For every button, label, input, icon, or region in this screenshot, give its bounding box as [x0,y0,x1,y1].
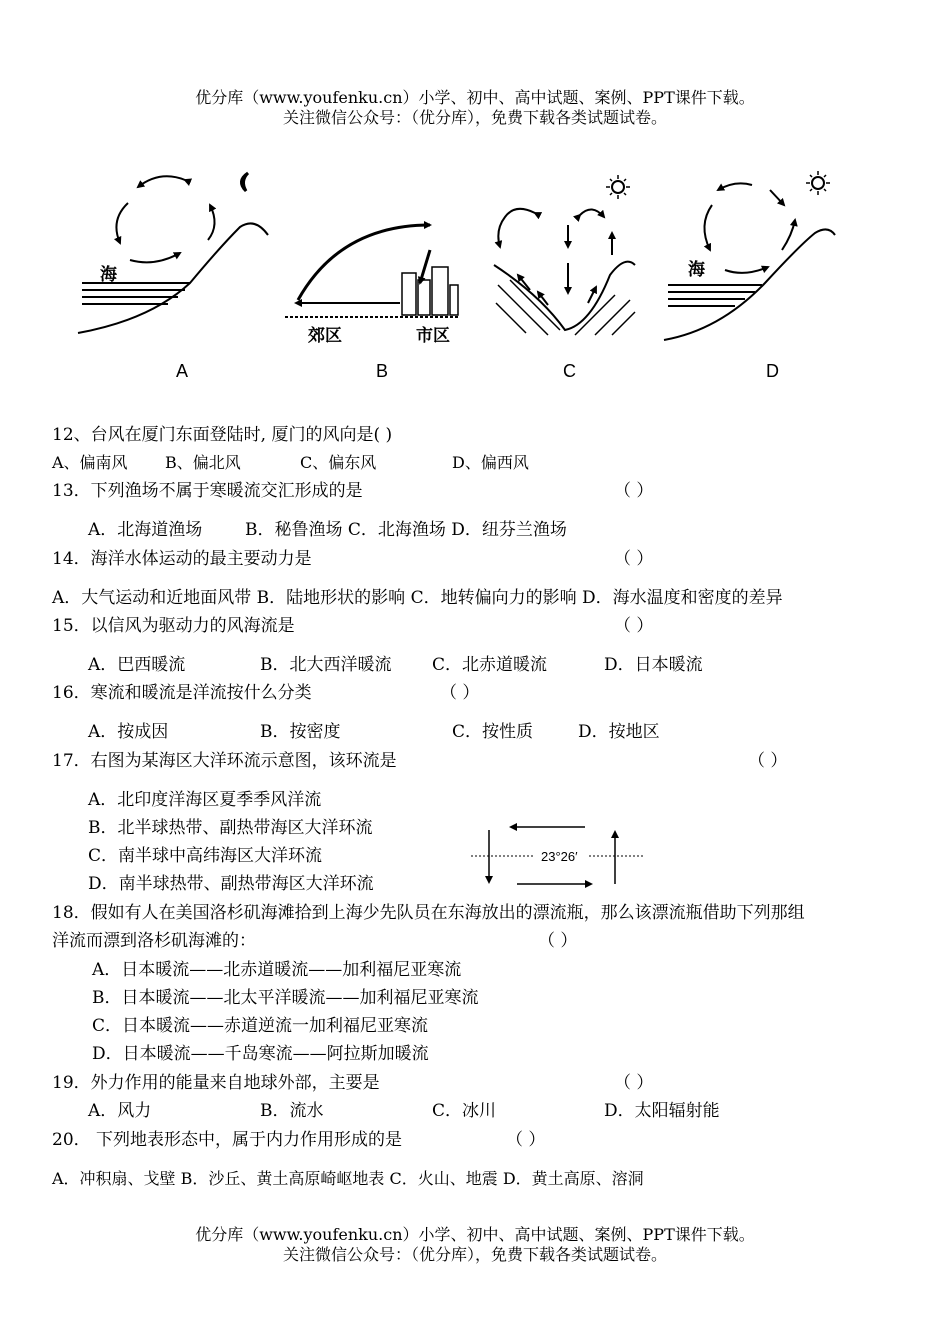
panel-b [285,225,460,381]
q19-answer-blank: （ ） [614,1073,654,1093]
suburb-label: 郊区 [308,326,342,345]
q19-option-d: D．太阳辐射能 [604,1101,720,1121]
footer-line-2: 关注微信公众号：（优分库），免费下载各类试题试卷。 [282,1245,667,1264]
q16-stem: 16．寒流和暖流是洋流按什么分类 [52,683,312,703]
q15-option-c: C．北赤道暖流 [432,655,548,675]
header-line-1: 优分库（www.youfenku.cn）小学、初中、高中试题、案例、PPT课件下载。 [195,88,755,107]
q19-option-a: A．风力 [88,1101,152,1121]
ocean-circulation-diagram [465,818,665,898]
q15-stem: 15．以信风为驱动力的风海流是 [52,616,295,636]
q18-option-d: D．日本暖流——千岛寒流——阿拉斯加暖流 [92,1044,429,1064]
panel-c [494,175,635,381]
city-label: 市区 [416,326,450,345]
q17-option-b: B．北半球热带、副热带海区大洋环流 [88,818,373,838]
q15-option-d: D．日本暖流 [604,655,703,675]
q12-option-d: D、偏西风 [452,453,529,472]
q13-option-bcd: B．秘鲁渔场 C．北海渔场 D．纽芬兰渔场 [245,520,567,540]
q13-answer-blank: （ ） [614,481,654,501]
q17-stem: 17．右图为某海区大洋环流示意图，该环流是 [52,751,397,771]
q16-option-c: C．按性质 [452,722,534,742]
q15-answer-blank: （ ） [614,616,654,636]
q18-option-a: A．日本暖流——北赤道暖流——加利福尼亚寒流 [92,960,462,980]
q13-option-a: A．北海道渔场 [88,520,203,540]
q18-answer-blank: （ ） [538,931,578,951]
panel-d [664,171,835,381]
q19-stem: 19．外力作用的能量来自地球外部，主要是 [52,1073,380,1093]
sea-lines [82,283,190,304]
q15-option-b: B．北大西洋暖流 [260,655,392,675]
q14-stem: 14．海洋水体运动的最主要动力是 [52,549,312,569]
panel-label-d: D [766,361,779,381]
q14-options: A．大气运动和近地面风带 B．陆地形状的影响 C．地转偏向力的影响 D．海水温度和密度的差异 [52,588,783,608]
q17-option-d: D．南半球热带、副热带海区大洋环流 [88,874,374,894]
q20-stem: 20． 下列地表形态中，属于内力作用形成的是 [52,1130,403,1150]
panel-label-c: C [563,361,576,381]
sea-label-d: 海 [688,260,705,279]
header-line-2: 关注微信公众号：（优分库），免费下载各类试题试卷。 [282,108,667,127]
sun-icon-c [612,181,624,193]
q17-option-c: C．南半球中高纬海区大洋环流 [88,846,323,866]
q17-option-a: A．北印度洋海区夏季季风洋流 [88,790,322,810]
q17-answer-blank: （ ） [748,751,788,771]
latitude-label: 23°26′ [541,849,578,864]
circulation-figure [0,155,950,395]
q16-answer-blank: （ ） [440,683,480,703]
q16-option-a: A．按成因 [88,722,169,742]
q20-answer-blank: （ ） [506,1130,546,1150]
sun-icon-d [812,177,824,189]
city-buildings [402,267,458,315]
q18-stem: 18．假如有人在美国洛杉矶海滩拾到上海少先队员在东海放出的漂流瓶，那么该漂流瓶借助下列那组 [52,903,805,923]
q15-option-a: A．巴西暖流 [88,655,186,675]
moon-icon [241,173,248,191]
panel-label-a: A [176,361,189,381]
sea-label-a: 海 [100,265,117,284]
q12-option-b: B、偏北风 [165,453,241,472]
q18-option-b: B．日本暖流——北太平洋暖流——加利福尼亚寒流 [92,988,479,1008]
q19-option-c: C．冰川 [432,1101,497,1121]
q12-option-c: C、偏东风 [300,453,377,472]
q18-option-c: C．日本暖流——赤道逆流一加利福尼亚寒流 [92,1016,429,1036]
q13-stem: 13．下列渔场不属于寒暖流交汇形成的是 [52,481,363,501]
q20-options: A．冲积扇、戈壁 B．沙丘、黄土高原崎岖地表 C．火山、地震 D．黄土高原、溶洞 [52,1169,644,1188]
footer-line-1: 优分库（www.youfenku.cn）小学、初中、高中试题、案例、PPT课件下载。 [195,1225,755,1244]
sea-lines-d [668,285,762,306]
q19-option-b: B．流水 [260,1101,324,1121]
q16-option-b: B．按密度 [260,722,341,742]
q14-answer-blank: （ ） [614,549,654,569]
panel-a [78,173,268,381]
panel-label-b: B [376,361,389,381]
q16-option-d: D．按地区 [578,722,660,742]
q12-option-a: A、偏南风 [52,453,128,472]
q18-stem-cont: 洋流而漂到洛杉矶海滩的： [52,931,256,951]
q12-stem: 12、台风在厦门东面登陆时, 厦门的风向是( ) [52,425,393,445]
